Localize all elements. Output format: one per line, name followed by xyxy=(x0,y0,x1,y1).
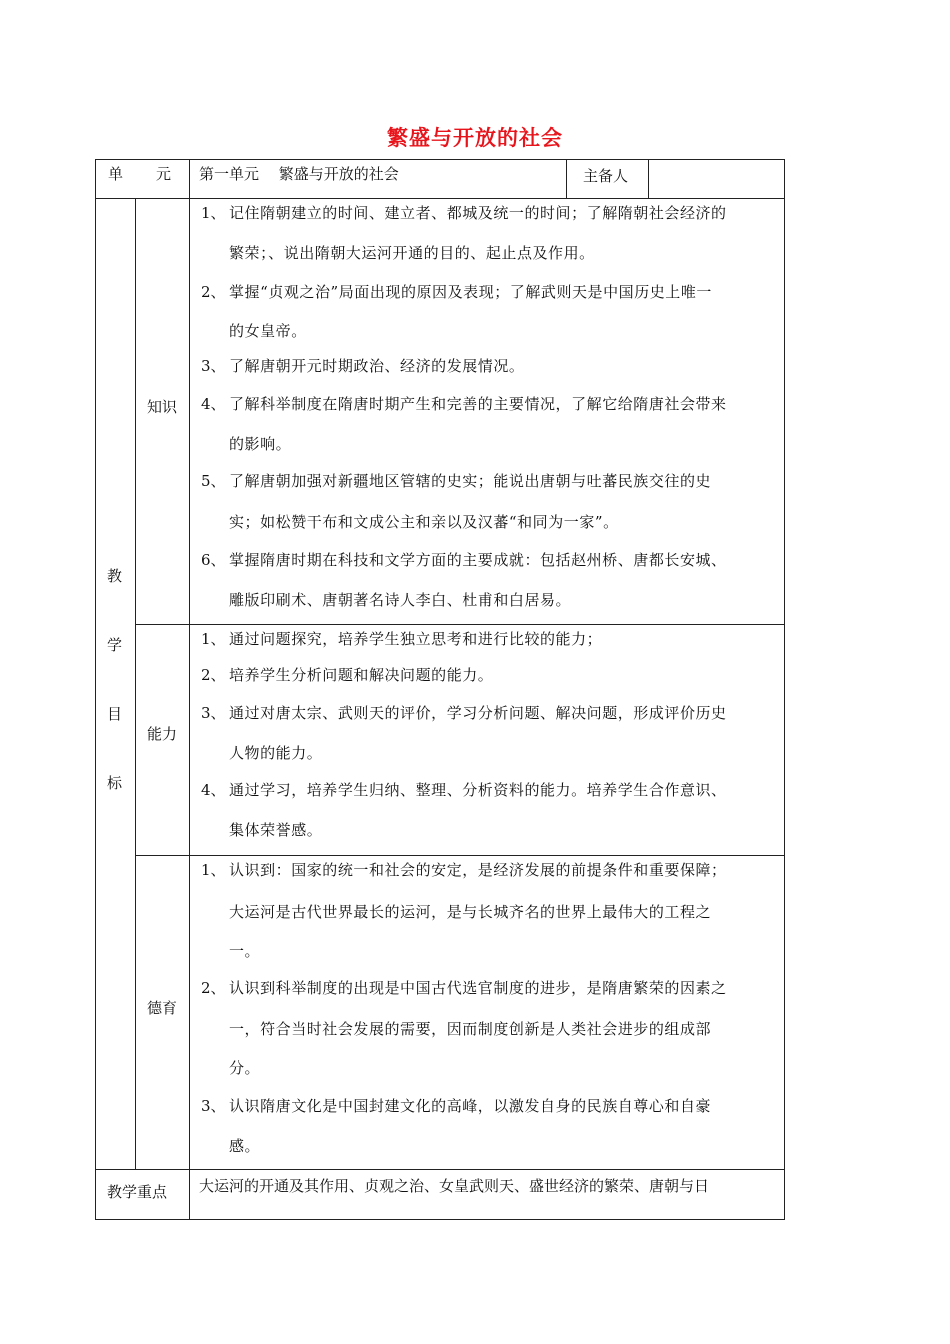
item-text: 感。 xyxy=(229,1137,261,1155)
knowledge-label: 知识 xyxy=(147,398,178,416)
item-number: 5、 xyxy=(201,472,226,490)
item-text: 了解唐朝加强对新疆地区管辖的史实；能说出唐朝与吐蕃民族交往的史 xyxy=(229,472,712,490)
item-text: 的女皇帝。 xyxy=(229,322,307,340)
item-text: 记住隋朝建立的时间、建立者、都城及统一的时间；了解隋朝社会经济的 xyxy=(229,204,727,222)
item-number: 4、 xyxy=(201,781,226,799)
item-number: 2、 xyxy=(201,979,226,997)
item-number: 2、 xyxy=(201,666,226,684)
item-text: 了解唐朝开元时期政治、经济的发展情况。 xyxy=(229,357,525,375)
item-text: 培养学生分析问题和解决问题的能力。 xyxy=(229,666,494,684)
item-text: 一，符合当时社会发展的需要，因而制度创新是人类社会进步的组成部 xyxy=(229,1020,712,1038)
item-text: 大运河是古代世界最长的运河，是与长城齐名的世界上最伟大的工程之 xyxy=(229,903,712,921)
item-text: 认识隋唐文化是中国封建文化的高峰，以激发自身的民族自尊心和自豪 xyxy=(229,1097,712,1115)
item-text: 掌握隋唐时期在科技和文学方面的主要成就：包括赵州桥、唐都长安城、 xyxy=(229,551,727,569)
item-number: 1、 xyxy=(201,630,226,648)
item-text: 掌握“贞观之治”局面出现的原因及表现；了解武则天是中国历史上唯一 xyxy=(229,283,712,301)
key-points-text: 大运河的开通及其作用、贞观之治、女皇武则天、盛世经济的繁荣、唐朝与日 xyxy=(199,1177,710,1195)
item-text: 通过对唐太宗、武则天的评价，学习分析问题、解决问题，形成评价历史 xyxy=(229,704,727,722)
preparer-label: 主备人 xyxy=(583,167,629,185)
item-number: 3、 xyxy=(201,1097,226,1115)
objectives-label-char: 目 xyxy=(107,705,123,723)
item-number: 1、 xyxy=(201,204,226,222)
item-text: 了解科举制度在隋唐时期产生和完善的主要情况，了解它给隋唐社会带来 xyxy=(229,395,727,413)
item-text: 的影响。 xyxy=(229,435,292,453)
item-text: 通过学习，培养学生归纳、整理、分析资料的能力。培养学生合作意识、 xyxy=(229,781,727,799)
item-number: 4、 xyxy=(201,395,226,413)
item-number: 6、 xyxy=(201,551,226,569)
item-text: 集体荣誉感。 xyxy=(229,821,323,839)
unit-value: 第一单元 繁盛与开放的社会 xyxy=(199,165,399,183)
item-number: 3、 xyxy=(201,704,226,722)
unit-label: 单 元 xyxy=(108,165,173,183)
item-number: 1、 xyxy=(201,861,226,879)
item-text: 一。 xyxy=(229,942,261,960)
key-points-label: 教学重点 xyxy=(107,1183,168,1201)
item-text: 认识到：国家的统一和社会的安定，是经济发展的前提条件和重要保障； xyxy=(229,861,727,879)
item-number: 3、 xyxy=(201,357,226,375)
item-text: 分。 xyxy=(229,1059,261,1077)
item-text: 通过问题探究，培养学生独立思考和进行比较的能力； xyxy=(229,630,603,648)
ability-label: 能力 xyxy=(147,725,178,743)
objectives-label-char: 标 xyxy=(107,774,123,792)
item-text: 繁荣；、说出隋朝大运河开通的目的、起止点及作用。 xyxy=(229,244,595,262)
item-text: 人物的能力。 xyxy=(229,744,323,762)
item-text: 实；如松赞干布和文成公主和亲以及汉蕃“和同为一家”。 xyxy=(229,513,619,531)
item-number: 2、 xyxy=(201,283,226,301)
objectives-label-char: 学 xyxy=(107,636,123,654)
document-title: 繁盛与开放的社会 xyxy=(387,126,563,150)
objectives-label-char: 教 xyxy=(107,567,123,585)
item-text: 雕版印刷术、唐朝著名诗人李白、杜甫和白居易。 xyxy=(229,591,572,609)
item-text: 认识到科举制度的出现是中国古代选官制度的进步，是隋唐繁荣的因素之 xyxy=(229,979,727,997)
moral-label: 德育 xyxy=(147,999,178,1017)
